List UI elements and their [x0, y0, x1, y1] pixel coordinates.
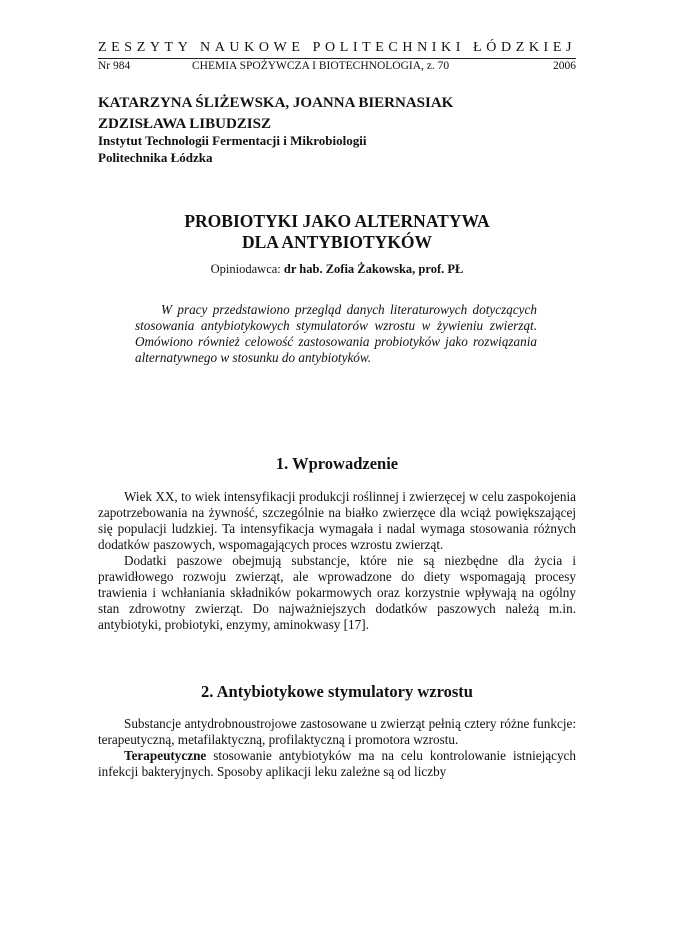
issue-number: Nr 984	[98, 60, 131, 72]
paragraph-rest: stosowanie antybiotyków ma na celu kontrolowanie istniejących infekcji bakteryjnych. Sposoby aplikacji leku zależne są od liczby	[98, 748, 576, 779]
section-heading: 1. Wprowadzenie	[275, 454, 399, 473]
paragraph	[98, 748, 576, 780]
affiliation-institute: Instytut Technologii Fermentacji i Mikrobiologii	[98, 133, 367, 148]
section-body	[98, 489, 576, 633]
reviewer-name: dr hab. Zofia Żakowska, prof. PŁ	[283, 262, 464, 276]
journal-name: CHEMIA SPOŻYWCZA I BIOTECHNOLOGIA, z. 70	[192, 60, 450, 72]
reviewer	[98, 262, 576, 277]
affiliation	[98, 132, 578, 166]
title-line: DLA ANTYBIOTYKÓW	[241, 232, 433, 252]
title-line: PROBIOTYKI JAKO ALTERNATYWA	[184, 211, 490, 231]
paper-title	[98, 211, 576, 253]
header-rule	[98, 58, 576, 59]
reviewer-label: Opiniodawca:	[210, 262, 281, 276]
authors-line: KATARZYNA ŚLIŻEWSKA, JOANNA BIERNASIAK	[98, 95, 454, 111]
abstract	[135, 302, 537, 366]
abstract-text: W pracy przedstawiono przegląd danych literaturowych dotyczących stosowania antybiotykowych stymulatorów wzrostu w żywieniu zwierząt. Omówiono również celowość zastosowania probiotyków jako rozwiązania alternatywnego w stosunku do antybiotyków.	[135, 302, 537, 365]
paragraph: Wiek XX, to wiek intensyfikacji produkcji roślinnej i zwierzęcej w celu zaspokojenia zapotrzebowania na żywność, szczególnie na białko zwierzęce dla wciąż powiększającej się populacji ludzkiej. Ta intensyfikacja wymagała i nadal wymaga stosowania różnych dodatków paszowych, wspomagających proces wzrostu zwierząt.	[98, 489, 576, 552]
section-body	[98, 716, 576, 780]
section-heading: 2. Antybiotykowe stymulatory wzrostu	[201, 682, 473, 701]
paragraph-lead-term: Terapeutyczne	[124, 748, 207, 763]
affiliation-university: Politechnika Łódzka	[98, 150, 213, 165]
authors	[98, 93, 578, 135]
authors-line: ZDZISŁAWA LIBUDZISZ	[98, 116, 271, 132]
running-header	[98, 60, 576, 76]
paragraph: Substancje antydrobnoustrojowe zastosowane u zwierząt pełnią cztery różne funkcje: terapeutyczną, metafilaktyczną, profilaktyczną i promotora wzrostu.	[98, 716, 576, 747]
journal-series-title: ZESZYTY NAUKOWE POLITECHNIKI ŁÓDZKIEJ	[98, 40, 577, 55]
publication-year: 2006	[553, 60, 576, 72]
paragraph: Dodatki paszowe obejmują substancje, które nie są niezbędne dla życia i prawidłowego rozwoju zwierząt, ale wprowadzone do diety wspomagają procesy trawienia i wchłaniania składników pokarmowych oraz korzystnie wpływają na ogólny stan zdrowotny zwierząt. Do najważniejszych dodatków paszowych należą m.in. antybiotyki, probiotyki, enzymy, aminokwasy [17].	[98, 553, 576, 632]
